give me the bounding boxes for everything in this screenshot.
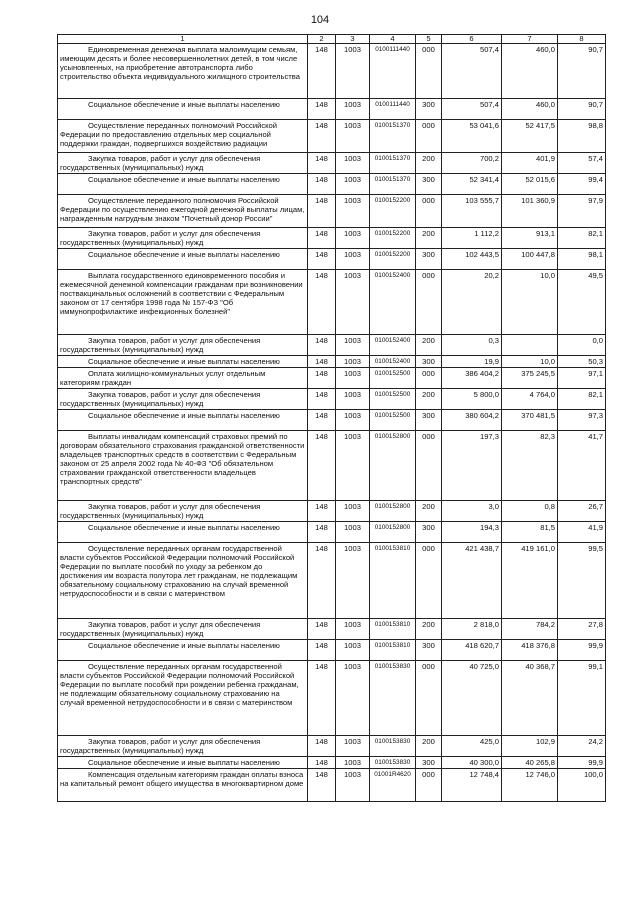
row-value-cell-c8: 90,7 [558,99,606,120]
row-value-cell-c3: 1003 [336,44,370,99]
row-value-cell-c4: 0100111440 [370,44,416,99]
table-row [58,356,606,368]
row-name-cell: Закупка товаров, работ и услуг для обеспечения государственных (муниципальных) нужд [58,153,308,174]
row-value-cell-c8: 50,3 [558,356,606,368]
row-value-cell-c8: 99,9 [558,640,606,661]
row-value-cell-c5: 200 [416,736,442,757]
row-value-cell-c5: 300 [416,356,442,368]
row-value-cell-c6: 418 620,7 [442,640,502,661]
row-value-cell-c5: 300 [416,249,442,270]
row-value-cell-c6: 1 112,2 [442,228,502,249]
row-name-cell: Социальное обеспечение и иные выплаты населению [58,249,308,270]
row-value-cell-c5: 200 [416,228,442,249]
row-name-cell: Осуществление переданных органам государственной власти субъектов Российской Федерации полномочий Российской Федерации по выплате пособий по уходу за ребенком до достижения им возраста полутора лет гражданам, не подлежащим обязательному социальному страхованию на случай временной нетрудоспособности и в связи с материнством [58,543,308,619]
row-value-cell-c2: 148 [308,661,336,736]
row-value-cell-c7: 100 447,8 [502,249,558,270]
row-name-cell: Социальное обеспечение и иные выплаты населению [58,522,308,543]
row-value-cell-c8: 24,2 [558,736,606,757]
row-value-cell-c5: 000 [416,368,442,389]
row-value-cell-c7: 4 764,0 [502,389,558,410]
table-body [58,44,606,802]
row-value-cell-c7: 401,9 [502,153,558,174]
row-value-cell-c2: 148 [308,619,336,640]
row-value-cell-c3: 1003 [336,99,370,120]
table-row [58,153,606,174]
row-value-cell-c5: 200 [416,501,442,522]
row-name-cell: Единовременная денежная выплата малоимущим семьям, имеющим десять и более несовершеннолетних детей, в том числе усыновленных, на приобретение автотранспорта либо строительство объекта индивидуального жилищного строительства [58,44,308,99]
table-row [58,543,606,619]
row-name-cell: Осуществление переданных органам государственной власти субъектов Российской Федерации полномочий Российской Федерации по выплате пособий при рождении ребенка гражданам, не подлежащим обязательному социальному страхованию на случай временной нетрудоспособности и в связи с материнством [58,661,308,736]
row-value-cell-c8: 26,7 [558,501,606,522]
row-value-cell-c4: 0100151370 [370,120,416,153]
row-value-cell-c4: 0100152800 [370,501,416,522]
row-value-cell-c3: 1003 [336,120,370,153]
row-value-cell-c8: 97,1 [558,368,606,389]
row-value-cell-c2: 148 [308,44,336,99]
row-value-cell-c5: 200 [416,619,442,640]
row-value-cell-c5: 000 [416,120,442,153]
row-value-cell-c7: 10,0 [502,270,558,335]
row-value-cell-c8: 98,1 [558,249,606,270]
row-value-cell-c7: 10,0 [502,356,558,368]
row-value-cell-c3: 1003 [336,195,370,228]
row-value-cell-c8: 99,4 [558,174,606,195]
table-row [58,368,606,389]
row-value-cell-c2: 148 [308,270,336,335]
row-value-cell-c6: 40 300,0 [442,757,502,769]
row-value-cell-c7 [502,335,558,356]
row-name-cell: Социальное обеспечение и иные выплаты населению [58,99,308,120]
row-value-cell-c2: 148 [308,410,336,431]
table-row [58,120,606,153]
row-value-cell-c4: 0100151370 [370,153,416,174]
table-row [58,174,606,195]
row-value-cell-c3: 1003 [336,522,370,543]
row-value-cell-c3: 1003 [336,543,370,619]
row-value-cell-c2: 148 [308,757,336,769]
row-value-cell-c4: 0100151370 [370,174,416,195]
row-name-cell: Выплата государственного единовременного пособия и ежемесячной денежной компенсации гражданам при возникновении поствакцинальных осложнений в соответствии с Федеральным законом от 17 сентября 1998 года № 157-ФЗ "Об иммунопрофилактике инфекционных болезней" [58,270,308,335]
row-value-cell-c8: 41,9 [558,522,606,543]
row-value-cell-c6: 103 555,7 [442,195,502,228]
row-name-cell: Социальное обеспечение и иные выплаты населению [58,757,308,769]
row-value-cell-c4: 0100152800 [370,522,416,543]
row-value-cell-c4: 0100152400 [370,335,416,356]
row-value-cell-c2: 148 [308,335,336,356]
row-value-cell-c5: 000 [416,195,442,228]
row-value-cell-c2: 148 [308,153,336,174]
row-value-cell-c2: 148 [308,431,336,501]
row-value-cell-c5: 000 [416,431,442,501]
row-value-cell-c3: 1003 [336,270,370,335]
row-value-cell-c4: 0100152400 [370,270,416,335]
row-value-cell-c5: 200 [416,389,442,410]
table-row [58,736,606,757]
row-value-cell-c6: 40 725,0 [442,661,502,736]
row-value-cell-c8: 90,7 [558,44,606,99]
table-row [58,195,606,228]
column-header: 6 [442,35,502,44]
row-value-cell-c4: 0100152800 [370,431,416,501]
row-value-cell-c3: 1003 [336,249,370,270]
column-header: 8 [558,35,606,44]
row-value-cell-c5: 200 [416,153,442,174]
row-value-cell-c7: 40 265,8 [502,757,558,769]
row-name-cell: Закупка товаров, работ и услуг для обеспечения государственных (муниципальных) нужд [58,501,308,522]
row-value-cell-c2: 148 [308,249,336,270]
row-name-cell: Социальное обеспечение и иные выплаты населению [58,174,308,195]
row-value-cell-c5: 000 [416,661,442,736]
row-value-cell-c2: 148 [308,769,336,802]
row-value-cell-c3: 1003 [336,501,370,522]
row-value-cell-c2: 148 [308,174,336,195]
row-value-cell-c4: 0100152500 [370,368,416,389]
table-row [58,44,606,99]
row-value-cell-c6: 425,0 [442,736,502,757]
table-row [58,270,606,335]
column-header: 1 [58,35,308,44]
row-value-cell-c7: 0,8 [502,501,558,522]
table-row [58,335,606,356]
row-name-cell: Закупка товаров, работ и услуг для обеспечения государственных (муниципальных) нужд [58,736,308,757]
row-value-cell-c5: 300 [416,99,442,120]
row-value-cell-c6: 20,2 [442,270,502,335]
row-value-cell-c5: 300 [416,410,442,431]
column-header: 5 [416,35,442,44]
row-value-cell-c8: 0,0 [558,335,606,356]
row-value-cell-c8: 57,4 [558,153,606,174]
row-value-cell-c8: 100,0 [558,769,606,802]
row-value-cell-c7: 375 245,5 [502,368,558,389]
row-value-cell-c4: 0100153830 [370,736,416,757]
row-value-cell-c7: 460,0 [502,44,558,99]
row-name-cell: Закупка товаров, работ и услуг для обеспечения государственных (муниципальных) нужд [58,619,308,640]
row-value-cell-c2: 148 [308,543,336,619]
row-value-cell-c6: 386 404,2 [442,368,502,389]
row-value-cell-c2: 148 [308,368,336,389]
budget-table [57,34,606,802]
row-value-cell-c4: 0100152200 [370,228,416,249]
row-value-cell-c7: 52 015,6 [502,174,558,195]
row-value-cell-c3: 1003 [336,368,370,389]
row-name-cell: Осуществление переданных полномочий Российской Федерации по предоставлению отдельных мер социальной поддержки граждан, подвергшихся воздействию радиации [58,120,308,153]
row-value-cell-c5: 200 [416,335,442,356]
row-name-cell: Социальное обеспечение и иные выплаты населению [58,410,308,431]
table-row [58,99,606,120]
row-value-cell-c6: 2 818,0 [442,619,502,640]
row-value-cell-c7: 419 161,0 [502,543,558,619]
row-value-cell-c6: 53 041,6 [442,120,502,153]
row-value-cell-c8: 82,1 [558,228,606,249]
row-value-cell-c8: 49,5 [558,270,606,335]
table-row [58,431,606,501]
table-row [58,501,606,522]
row-value-cell-c6: 52 341,4 [442,174,502,195]
row-value-cell-c2: 148 [308,356,336,368]
row-value-cell-c8: 99,1 [558,661,606,736]
row-value-cell-c2: 148 [308,228,336,249]
row-value-cell-c5: 300 [416,640,442,661]
row-value-cell-c7: 82,3 [502,431,558,501]
row-value-cell-c5: 300 [416,522,442,543]
row-name-cell: Оплата жилищно-коммунальных услуг отдельным категориям граждан [58,368,308,389]
row-value-cell-c7: 101 360,9 [502,195,558,228]
row-value-cell-c3: 1003 [336,661,370,736]
table-row [58,410,606,431]
column-header: 4 [370,35,416,44]
row-value-cell-c3: 1003 [336,757,370,769]
table-row [58,619,606,640]
row-value-cell-c4: 0100153810 [370,619,416,640]
row-value-cell-c7: 102,9 [502,736,558,757]
row-value-cell-c8: 27,8 [558,619,606,640]
row-value-cell-c4: 0100153830 [370,757,416,769]
row-value-cell-c6: 507,4 [442,44,502,99]
row-value-cell-c3: 1003 [336,356,370,368]
row-value-cell-c7: 370 481,5 [502,410,558,431]
row-value-cell-c6: 12 748,4 [442,769,502,802]
row-value-cell-c2: 148 [308,501,336,522]
row-value-cell-c4: 0100111440 [370,99,416,120]
row-value-cell-c3: 1003 [336,335,370,356]
row-value-cell-c2: 148 [308,736,336,757]
row-name-cell: Выплаты инвалидам компенсаций страховых премий по договорам обязательного страхования гражданской ответственности владельцев транспортных средств в соответствии с Федеральным законом от 25 апреля 2002 года № 40-ФЗ "Об обязательном страховании гражданской ответственности владельцев транспортных средств" [58,431,308,501]
row-value-cell-c3: 1003 [336,153,370,174]
row-value-cell-c4: 0100152500 [370,410,416,431]
row-value-cell-c6: 194,3 [442,522,502,543]
column-header: 7 [502,35,558,44]
row-value-cell-c6: 197,3 [442,431,502,501]
table-row [58,389,606,410]
row-value-cell-c7: 460,0 [502,99,558,120]
row-name-cell: Социальное обеспечение и иные выплаты населению [58,356,308,368]
row-value-cell-c7: 418 376,8 [502,640,558,661]
table-row [58,522,606,543]
table-row [58,769,606,802]
row-value-cell-c2: 148 [308,195,336,228]
row-value-cell-c8: 82,1 [558,389,606,410]
row-value-cell-c2: 148 [308,120,336,153]
row-value-cell-c2: 148 [308,389,336,410]
row-value-cell-c7: 40 368,7 [502,661,558,736]
row-value-cell-c3: 1003 [336,174,370,195]
row-value-cell-c8: 97,9 [558,195,606,228]
row-value-cell-c2: 148 [308,99,336,120]
row-value-cell-c6: 5 800,0 [442,389,502,410]
row-value-cell-c3: 1003 [336,389,370,410]
row-value-cell-c4: 01001R4620 [370,769,416,802]
row-value-cell-c2: 148 [308,640,336,661]
row-value-cell-c4: 0100152200 [370,195,416,228]
row-value-cell-c5: 000 [416,769,442,802]
row-value-cell-c8: 97,3 [558,410,606,431]
row-value-cell-c3: 1003 [336,228,370,249]
row-value-cell-c8: 98,8 [558,120,606,153]
row-value-cell-c5: 300 [416,174,442,195]
page-number: 104 [310,14,330,26]
row-value-cell-c6: 19,9 [442,356,502,368]
row-value-cell-c6: 0,3 [442,335,502,356]
row-value-cell-c4: 0100153810 [370,640,416,661]
table-row [58,640,606,661]
row-value-cell-c4: 0100152200 [370,249,416,270]
row-value-cell-c5: 000 [416,44,442,99]
row-name-cell: Социальное обеспечение и иные выплаты населению [58,640,308,661]
row-value-cell-c6: 421 438,7 [442,543,502,619]
row-value-cell-c5: 300 [416,757,442,769]
row-value-cell-c3: 1003 [336,769,370,802]
row-value-cell-c4: 0100153810 [370,543,416,619]
row-value-cell-c3: 1003 [336,640,370,661]
column-header: 2 [308,35,336,44]
row-value-cell-c4: 0100152500 [370,389,416,410]
row-value-cell-c3: 1003 [336,736,370,757]
row-value-cell-c3: 1003 [336,410,370,431]
row-value-cell-c7: 12 746,0 [502,769,558,802]
row-value-cell-c8: 99,9 [558,757,606,769]
row-value-cell-c4: 0100152400 [370,356,416,368]
row-value-cell-c3: 1003 [336,431,370,501]
table-row [58,228,606,249]
row-name-cell: Закупка товаров, работ и услуг для обеспечения государственных (муниципальных) нужд [58,389,308,410]
row-value-cell-c3: 1003 [336,619,370,640]
column-header: 3 [336,35,370,44]
row-value-cell-c2: 148 [308,522,336,543]
row-value-cell-c8: 41,7 [558,431,606,501]
row-value-cell-c5: 000 [416,270,442,335]
header-row [58,35,606,44]
row-value-cell-c7: 784,2 [502,619,558,640]
row-value-cell-c6: 507,4 [442,99,502,120]
row-value-cell-c6: 380 604,2 [442,410,502,431]
table-row [58,249,606,270]
row-value-cell-c4: 0100153830 [370,661,416,736]
row-name-cell: Закупка товаров, работ и услуг для обеспечения государственных (муниципальных) нужд [58,335,308,356]
table-row [58,757,606,769]
row-value-cell-c6: 700,2 [442,153,502,174]
table-row [58,661,606,736]
row-name-cell: Закупка товаров, работ и услуг для обеспечения государственных (муниципальных) нужд [58,228,308,249]
row-value-cell-c6: 3,0 [442,501,502,522]
row-name-cell: Компенсация отдельным категориям граждан оплаты взноса на капитальный ремонт общего имущества в многоквартирном доме [58,769,308,802]
row-value-cell-c8: 99,5 [558,543,606,619]
row-value-cell-c7: 81,5 [502,522,558,543]
row-value-cell-c6: 102 443,5 [442,249,502,270]
row-value-cell-c7: 913,1 [502,228,558,249]
row-value-cell-c5: 000 [416,543,442,619]
row-name-cell: Осуществление переданного полномочия Российской Федерации по осуществлению ежегодной денежной выплаты лицам, награжденным нагрудным знаком "Почетный донор России" [58,195,308,228]
row-value-cell-c7: 52 417,5 [502,120,558,153]
